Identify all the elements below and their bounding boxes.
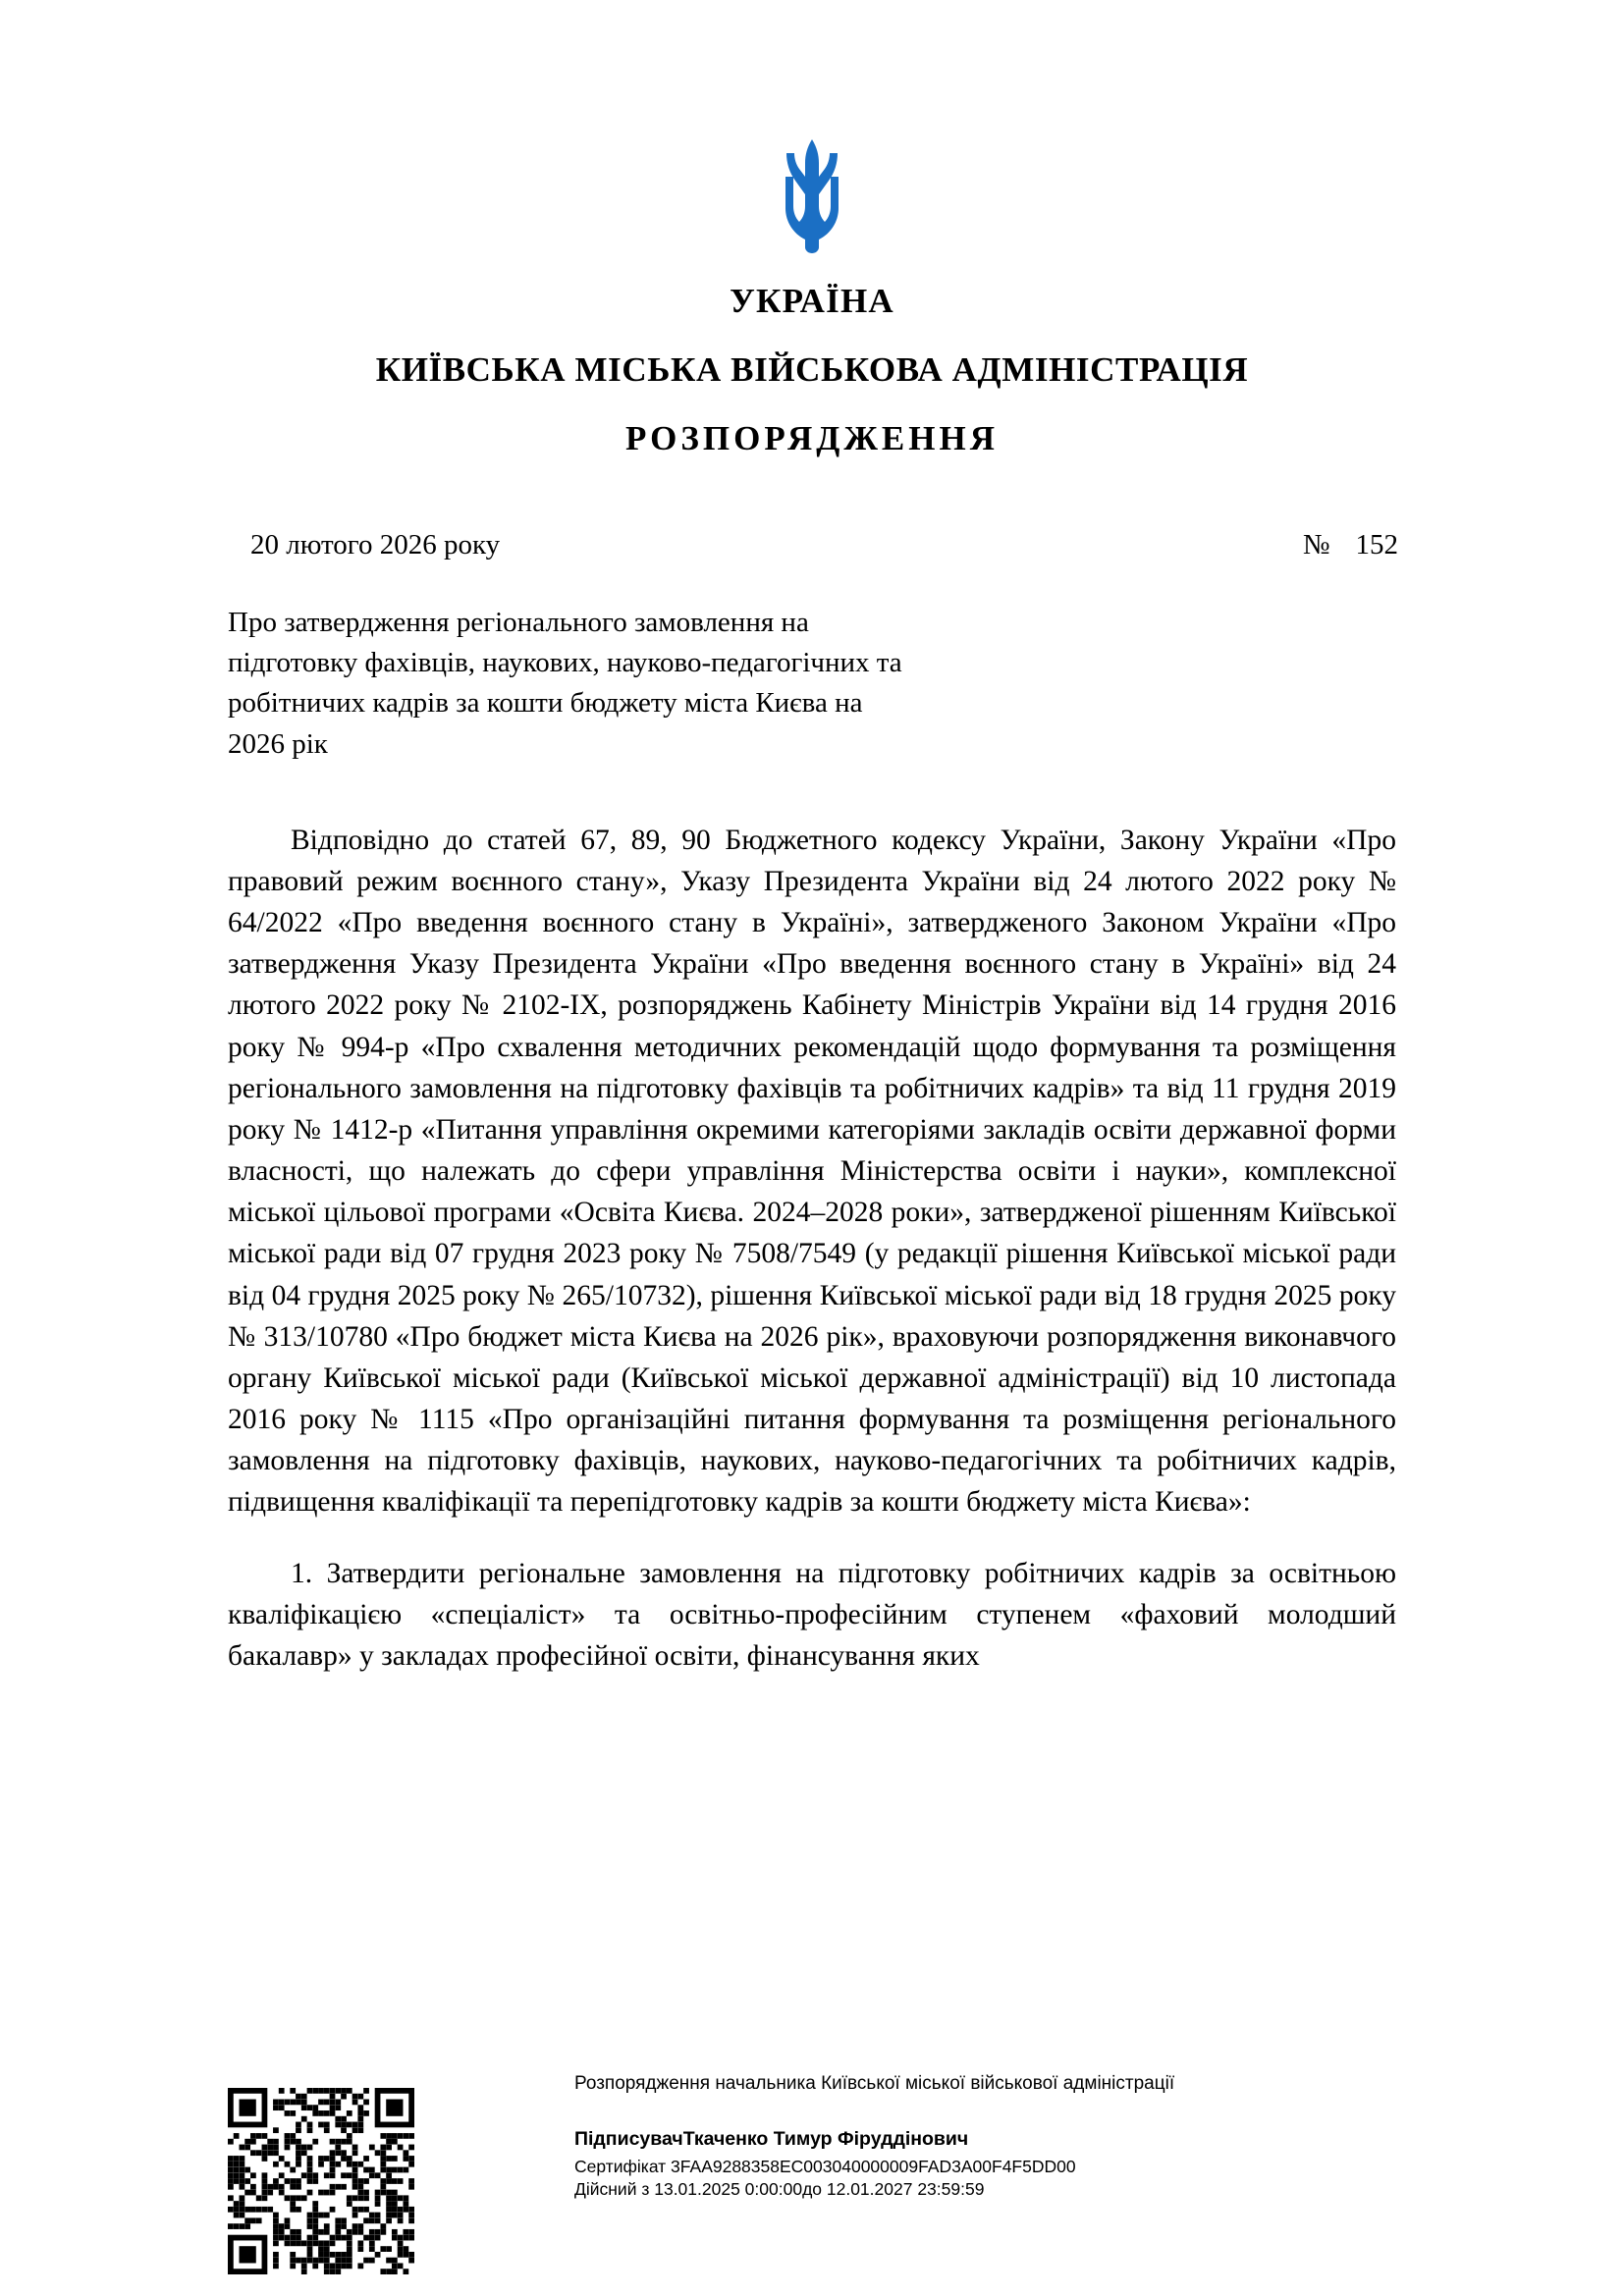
signature-text-block bbox=[574, 2073, 1458, 2202]
ukraine-trident-coat-of-arms-icon bbox=[770, 137, 854, 255]
document-body bbox=[0, 820, 1624, 1677]
document-meta-row bbox=[0, 529, 1624, 561]
authority-title: КИЇВСЬКА МІСЬКА ВІЙСЬКОВА АДМІНІСТРАЦІЯ bbox=[375, 350, 1249, 389]
document-number-group bbox=[1303, 529, 1398, 561]
signature-doc-title: Розпорядження начальника Київської міської військової адміністрації bbox=[574, 2072, 1175, 2094]
signature-certificate: Сертифікат 3FAA9288358EC003040000009FAD3A00F4F5DD00 bbox=[574, 2156, 1076, 2176]
body-paragraph-2: 1. Затвердити регіональне замовлення на підготовку робітничих кадрів за освітньою кваліфікацією «спеціаліст» та освітньо-професійним ступенем «фаховий молодший бакалавр» у закладах професійної освіти, фінансування яких bbox=[228, 1557, 1396, 1672]
document-number-value: 152 bbox=[1355, 529, 1398, 561]
signature-qr-code bbox=[228, 2088, 414, 2274]
document-date: 20 лютого 2026 року bbox=[250, 529, 501, 561]
document-header bbox=[0, 282, 1624, 458]
signature-signer-line bbox=[574, 2128, 1458, 2151]
signature-area bbox=[0, 2033, 1624, 2296]
signature-validity: Дійсний з 13.01.2025 0:00:00до 12.01.2027 23:59:59 bbox=[574, 2179, 985, 2200]
signer-label: Підписувач bbox=[574, 2127, 683, 2150]
country-title: УКРАЇНА bbox=[730, 282, 894, 320]
document-type-title: РОЗПОРЯДЖЕННЯ bbox=[625, 419, 999, 457]
signer-name: Ткаченко Тимур Фіруддінович bbox=[682, 2127, 969, 2150]
body-paragraph-1: Відповідно до статей 67, 89, 90 Бюджетного кодексу України, Закону України «Про правовий режим воєнного стану», Указу Президента України від 24 лютого 2022 року № 64/2022 «Про введення воєнного стану в Україні», затвердженого Законом України «Про затвердження Указу Президента України «Про введення воєнного стану в Україні» від 24 лютого 2022 року № 2102-IX, розпоряджень Кабінету Міністрів України від 14 грудня 2016 року № 994-р «Про схвалення методичних рекомендацій щодо формування та розміщення регіонального замовлення на підготовку фахівців та робітничих кадрів» та від 11 грудня 2019 року № 1412-р «Питання управління окремими категоріями закладів освіти державної форми власності, що належать до сфери управління Міністерства освіти і науки», комплексної міської цільової програми «Освіта Києва. 2024–2028 роки», затвердженої рішенням Київської міської ради від 07 грудня 2023 року № 7508/7549 (у редакції рішення Київської міської ради від 04 грудня 2025 року № 265/10732), рішення Київської міської ради від 18 грудня 2025 року № 313/10780 «Про бюджет міста Києва на 2026 рік», враховуючи розпорядження виконавчого органу Київської міської ради (Київської міської державної адміністрації) від 10 листопада 2016 року № 1115 «Про організаційні питання формування та розміщення регіонального замовлення на підготовку фахівців, наукових, науково-педагогічних та робітничих кадрів, підвищення кваліфікації та перепідготовку кадрів за кошти бюджету міста Києва»: bbox=[228, 824, 1396, 1519]
emblem-container bbox=[0, 0, 1624, 260]
document-number-label: № bbox=[1302, 529, 1330, 561]
document-subject: Про затвердження регіонального замовлення на підготовку фахівців, наукових, науково-педагогічних та робітничих кадрів за кошти бюджету міста Києва на 2026 рік bbox=[228, 607, 902, 760]
